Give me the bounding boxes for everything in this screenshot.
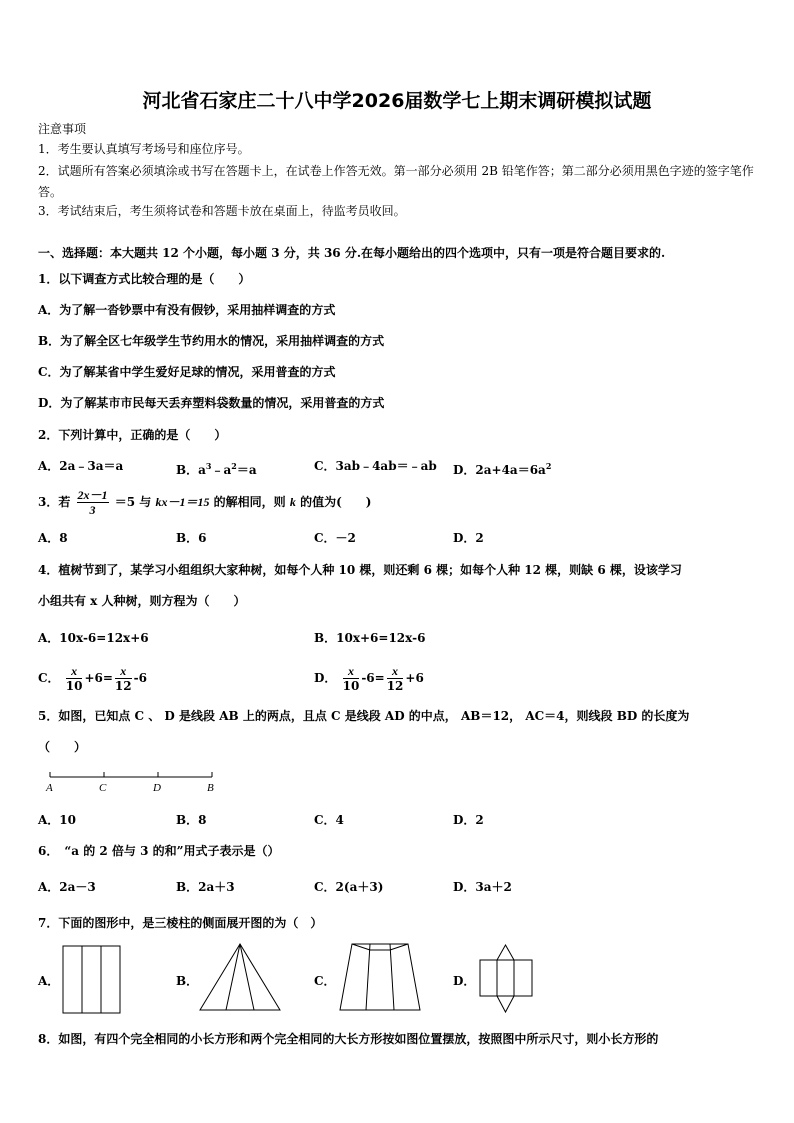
q4-option-b: B．10x+6=12x-6 <box>314 631 426 645</box>
q4-option-d: D． $\frac{x}{10}$ -6= $\frac{x}{12}$ +6 <box>314 664 424 693</box>
q6-option-a: A．2a－3 <box>38 880 96 894</box>
q5-option-d: D．2 <box>453 813 484 827</box>
q8-stem: 8．如图，有四个完全相同的小长方形和两个完全相同的大长方形按如图位置摆放，按照图中所示尺寸，则小长方形的 <box>38 1032 659 1046</box>
notice-item-2: 2．试题所有答案必须填涂或书写在答题卡上，在试卷上作答无效。第一部分必须用 2B 铅笔作答；第二部分必须用黑色字迹的签字笔作答。 <box>38 164 754 199</box>
q7-label-b: B． <box>176 974 199 988</box>
notice-heading: 注意事项 <box>38 122 87 136</box>
q6-option-c: C．2(a＋3) <box>314 880 384 894</box>
q5-stem: 5．如图，已知点 C 、 D 是线段 AB 上的两点，且点 C 是线段 AD 的中点， AB＝12， AC＝4，则线段 BD 的长度为 <box>38 709 690 723</box>
q3-option-d: D．2 <box>453 531 484 545</box>
q3-option-b: B．6 <box>176 531 207 545</box>
q7-label-a: A． <box>38 974 60 988</box>
q5-option-c: C．4 <box>314 813 344 827</box>
q3-stem: 3．若 $\frac{2x-1}{3}$ ＝5 与 kx－1＝15 的解相同，则 k 的值为( ) <box>38 488 372 517</box>
q1-option-d: D．为了解某市市民每天丢弃塑料袋数量的情况，采用普查的方式 <box>38 396 385 410</box>
q7-figure-b <box>198 942 282 1014</box>
q1-option-c: C．为了解某省中学生爱好足球的情况，采用普查的方式 <box>38 365 336 379</box>
q2-option-d: D．$2a+4a=6a^2$ <box>453 461 552 477</box>
q5-segment-diagram <box>40 768 230 798</box>
q5-option-b: B．8 <box>176 813 207 827</box>
q1-option-a: A．为了解一沓钞票中有没有假钞，采用抽样调查的方式 <box>38 303 336 317</box>
notice-item-3: 3．考试结束后，考生须将试卷和答题卡放在桌面上，待监考员收回。 <box>38 204 406 218</box>
q7-label-c: C． <box>314 974 336 988</box>
q2-option-a: A．2a﹣3a＝a <box>38 459 124 473</box>
q5-paren: （ ） <box>38 740 87 754</box>
q6-stem: 6． “a 的 2 倍与 3 的和”用式子表示是（） <box>38 844 280 858</box>
q1-option-b: B．为了解全区七年级学生节约用水的情况，采用抽样调查的方式 <box>38 334 385 348</box>
q2-option-b: B．$a^3﹣a^2=a$ <box>176 461 257 477</box>
q7-figure-d <box>476 942 536 1016</box>
point-label-a: A <box>46 782 53 794</box>
q6-option-b: B．2a＋3 <box>176 880 235 894</box>
q2-stem: 2．下列计算中，正确的是（ ） <box>38 428 227 442</box>
q2-option-c: C．3ab﹣4ab＝﹣ab <box>314 459 437 473</box>
notice-item-1: 1．考生要认真填写考场号和座位序号。 <box>38 142 250 156</box>
q6-option-d: D．3a＋2 <box>453 880 512 894</box>
q5-option-a: A．10 <box>38 813 77 827</box>
section-heading: 一、选择题：本大题共 12 个小题，每小题 3 分，共 36 分.在每小题给出的四个选项中，只有一项是符合题目要求的. <box>38 246 666 260</box>
q4-stem-line1: 4．植树节到了，某学习小组组织大家种树，如每个人种 10 棵，则还剩 6 棵；如每个人种 12 棵，则缺 6 棵，设该学习 <box>38 563 682 577</box>
q7-figure-c <box>338 942 422 1014</box>
q1-stem: 1．以下调查方式比较合理的是（ ） <box>38 272 251 286</box>
q7-stem: 7．下面的图形中，是三棱柱的侧面展开图的为（ ） <box>38 916 323 930</box>
q7-figure-a <box>62 945 122 1015</box>
q3-option-c: C．－2 <box>314 531 356 545</box>
exam-title: 河北省石家庄二十八中学2026届数学七上期末调研模拟试题 <box>142 90 652 112</box>
point-label-d: D <box>153 782 161 794</box>
point-label-c: C <box>99 782 107 794</box>
q4-option-a: A．10x-6=12x+6 <box>38 631 149 645</box>
q4-stem-line2: 小组共有 x 人种树，则方程为（ ） <box>38 594 246 608</box>
q7-label-d: D． <box>453 974 476 988</box>
point-label-b: B <box>207 782 214 794</box>
q4-option-c: C． $\frac{x}{10}$ +6= $\frac{x}{12}$ -6 <box>38 664 147 693</box>
q3-option-a: A．8 <box>38 531 68 545</box>
q3-fraction: $\frac{2x-1}{3}$ <box>77 488 108 517</box>
